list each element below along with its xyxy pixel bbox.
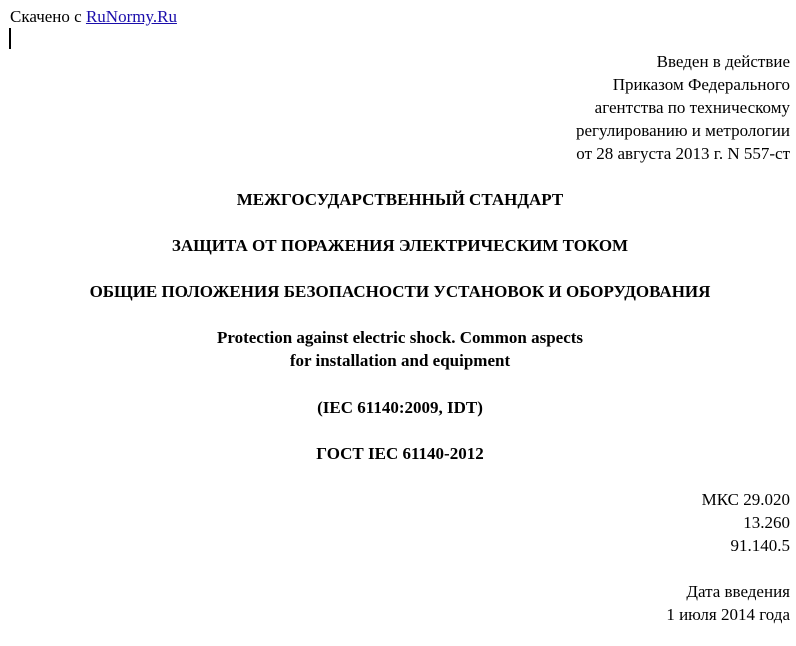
classification-code: 13.260 [743,513,790,532]
english-title-line-2: for installation and equipment [289,351,511,370]
enactment-line: от 28 августа 2013 г. N 557-ст [576,144,790,163]
classification-code: 91.140.5 [730,536,790,555]
effective-date-value: 1 июля 2014 года [666,605,790,624]
standard-type-heading: МЕЖГОСУДАРСТВЕННЫЙ СТАНДАРТ [236,190,564,209]
enactment-block [290,50,790,165]
enactment-line: Введен в действие [656,52,790,71]
iec-reference: (IEC 61140:2009, IDT) [317,398,483,417]
english-title [0,326,796,372]
classification-code: МКС 29.020 [701,490,790,509]
text-cursor [9,28,11,49]
effective-date-label: Дата введения [686,582,790,601]
classification-codes [490,488,790,557]
source-prefix: Скачено с [10,7,82,26]
enactment-line: регулированию и метрологии [575,121,790,140]
source-line [10,5,177,28]
gost-code: ГОСТ IEC 61140-2012 [316,444,484,463]
title-heading-line-2: ОБЩИЕ ПОЛОЖЕНИЯ БЕЗОПАСНОСТИ УСТАНОВОК И ОБОРУДОВАНИЯ [89,282,711,301]
english-title-line-1: Protection against electric shock. Common aspects [216,328,584,347]
effective-date-block [490,580,790,626]
source-link[interactable]: RuNormy.Ru [85,7,177,26]
enactment-line: Приказом Федерального [612,75,790,94]
title-heading-line-1: ЗАЩИТА ОТ ПОРАЖЕНИЯ ЭЛЕКТРИЧЕСКИМ ТОКОМ [171,236,629,255]
enactment-line: агентства по техническому [594,98,790,117]
